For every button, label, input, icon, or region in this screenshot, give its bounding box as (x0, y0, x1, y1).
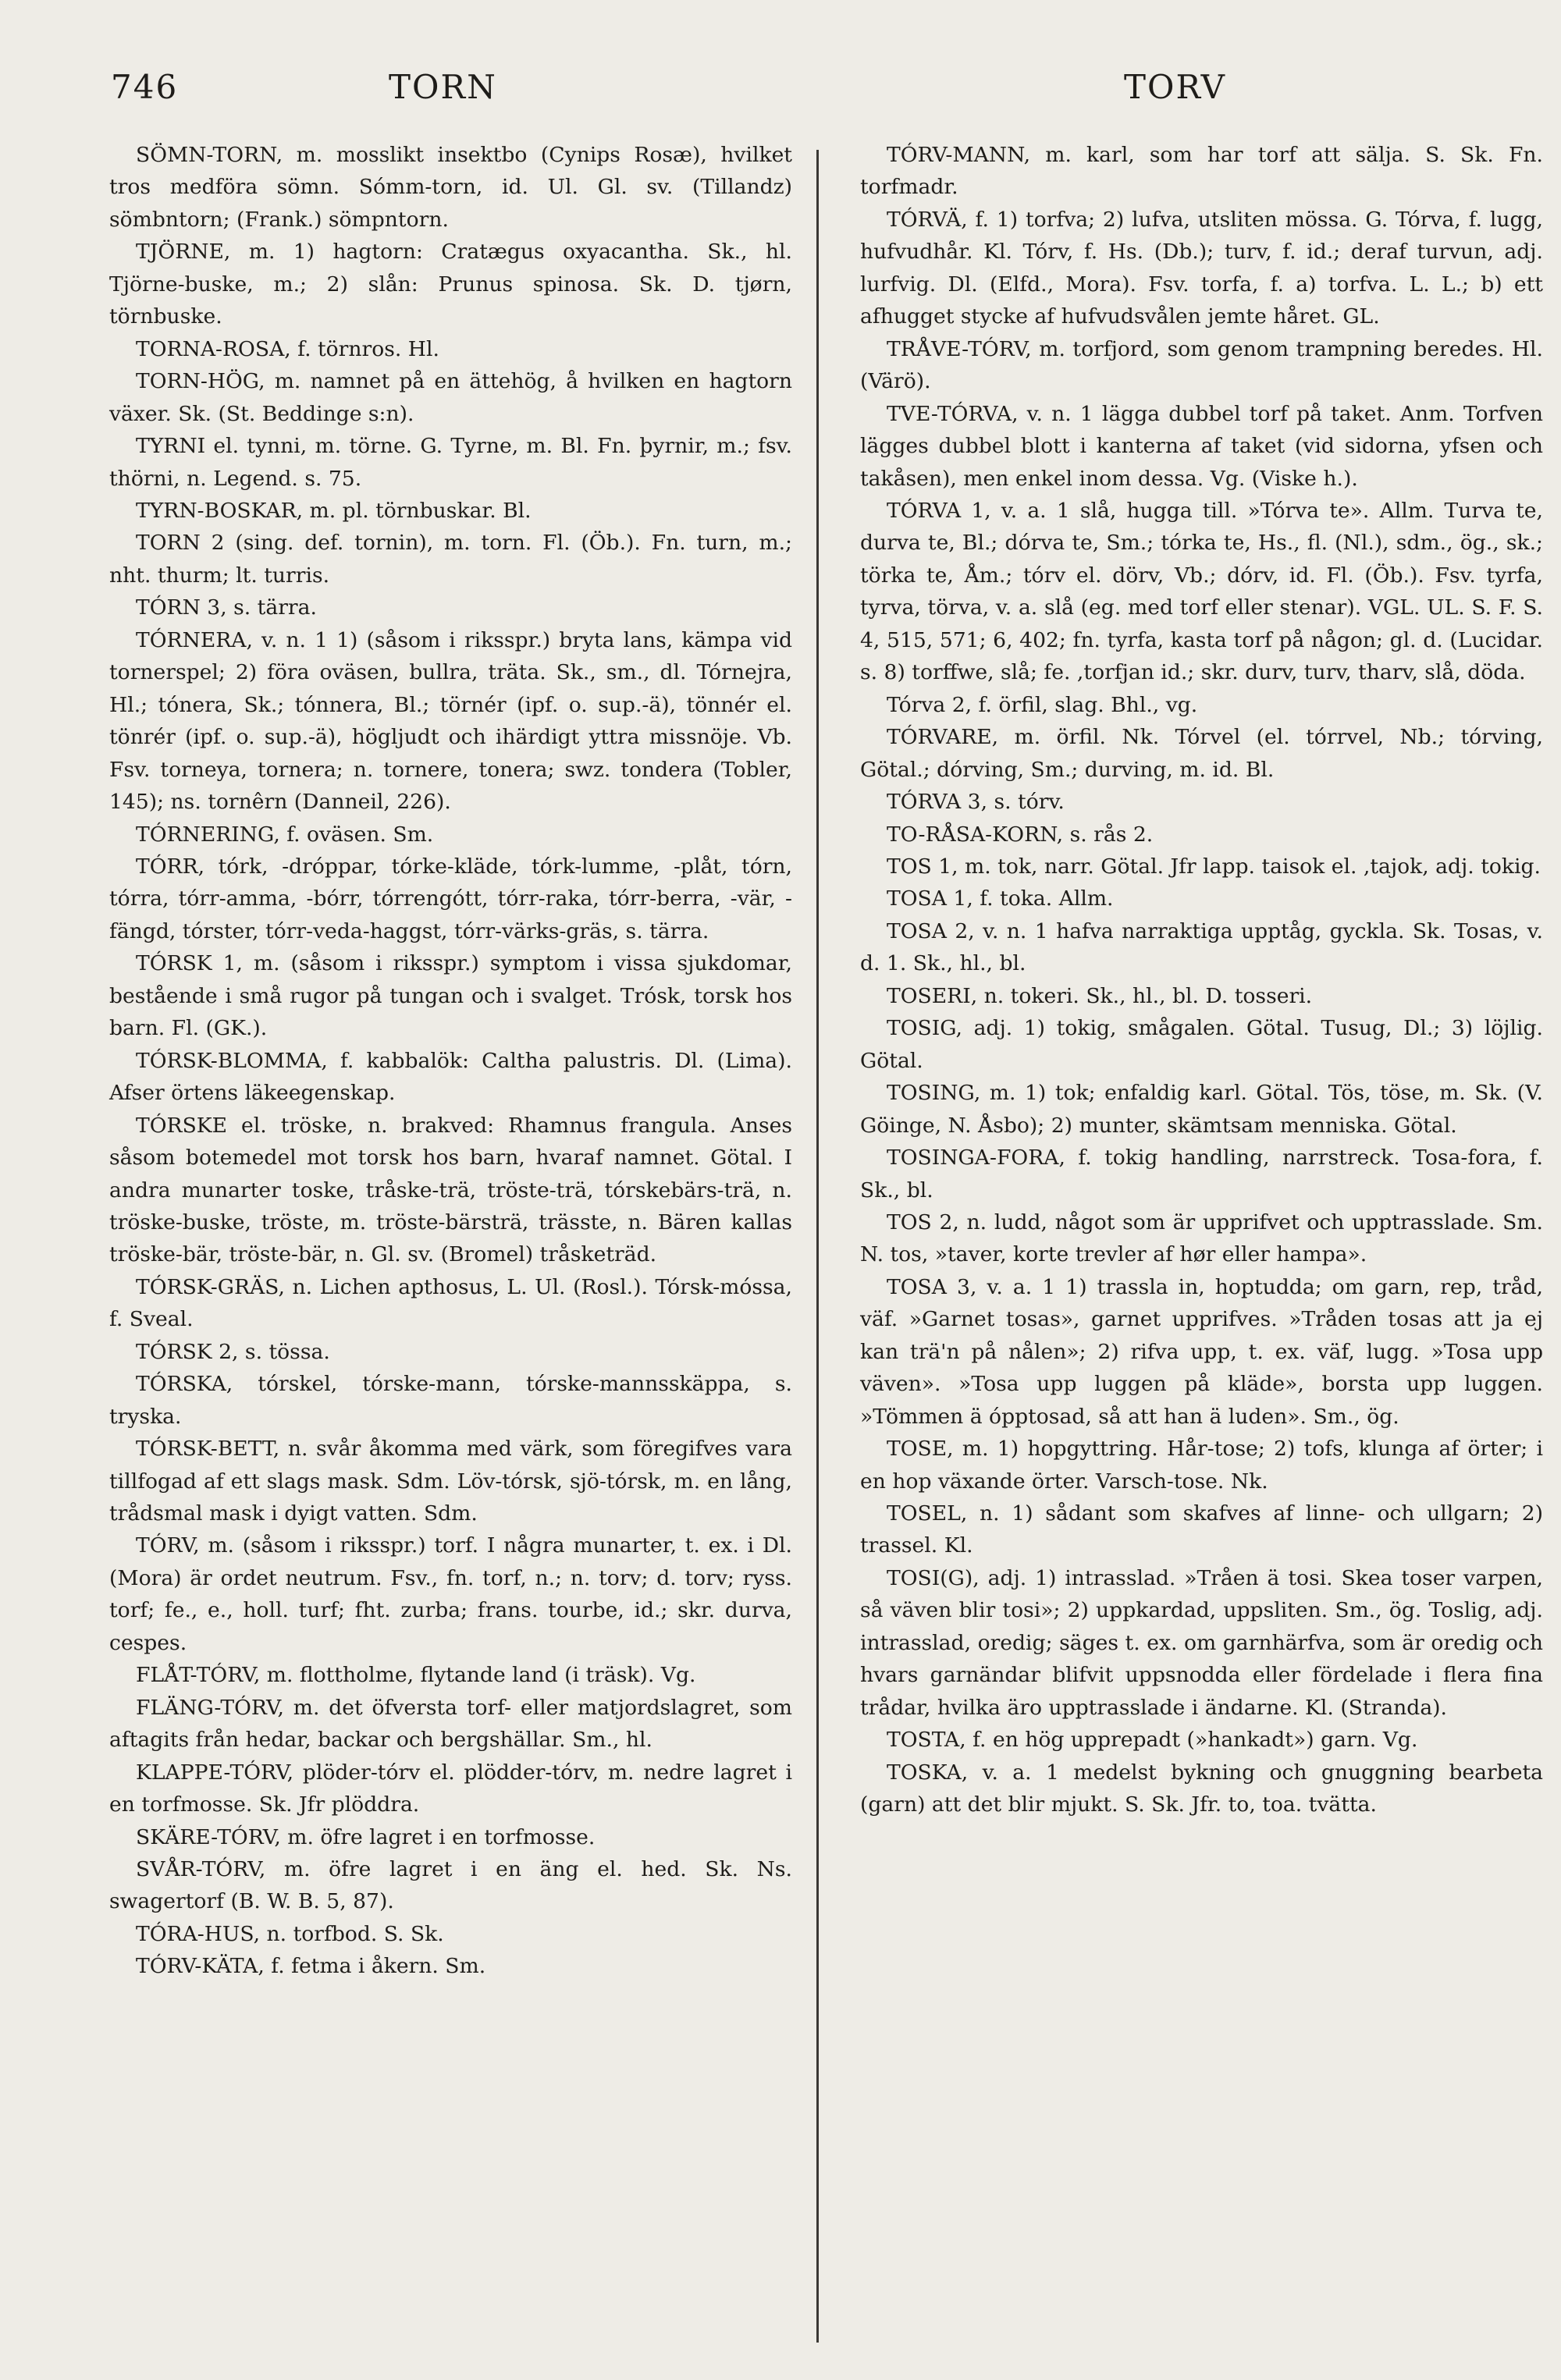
dictionary-entry: TÓRSK 2, s. tössa. (136, 1339, 330, 1364)
dictionary-entry: TOSTA, f. en hög upprepadt (»hankadt») garn. Vg. (887, 1728, 1418, 1753)
dictionary-entry: TOSA 2, v. n. 1 hafva narraktiga upptåg, gyckla. Sk. Tosas, v. d. 1. Sk., hl., bl. (860, 918, 1543, 976)
dictionary-entry: TRÅVE-TÓRV, m. torfjord, som genom trampning beredes. Hl. (Värö). (860, 336, 1543, 394)
dictionary-entry: SVÅR-TÓRV, m. öfre lagret i en äng el. hed. Sk. Ns. swagertorf (B. W. B. 5, 87). (109, 1857, 792, 1914)
dictionary-entry: KLAPPE-TÓRV, plöder-tórv el. plödder-tórv, m. nedre lagret i en torfmosse. Sk. Jfr plöddra. (109, 1760, 792, 1817)
dictionary-entry: TÓRN 3, s. tärra. (136, 595, 317, 620)
left-running-headword: TORN (389, 68, 497, 106)
page-header (0, 64, 1561, 111)
dictionary-entry: SKÄRE-TÓRV, m. öfre lagret i en torfmosse. (136, 1824, 596, 1849)
left-column (109, 139, 792, 1983)
dictionary-entry: SÖMN-TORN, m. mosslikt insektbo (Cynips Rosæ), hvilket tros medföra sömn. Sómm-torn, id. Ul. Gl. sv. (Tillandz) sömbntorn; (Frank.) sömpntorn. (109, 143, 792, 232)
dictionary-entry: TOSA 1, f. toka. Allm. (887, 886, 1114, 911)
dictionary-entry: TÓRNERA, v. n. 1 1) (såsom i riksspr.) bryta lans, kämpa vid tornerspel; 2) föra oväsen, bullra, träta. Sk., sm., dl. Tórnejra, Hl.; tónera, Sk.; tónnera, Bl.; törnér (ipf. o. sup.-ä), tönnér el. tönrér (ipf. o. sup.-ä), högljudt och ihärdigt yttra missnöje. Vb. Fsv. torneya, tornera; n. tornere, tonera; swz. tondera (Tobler, 145); ns. tornêrn (Danneil, 226). (109, 627, 792, 815)
dictionary-entry: TÓRR, tórk, -dróppar, tórke-kläde, tórk-lumme, -plåt, tórn, tórra, tórr-amma, -bórr, tórrengótt, tórr-raka, tórr-berra, -vär, -fängd, tórster, tórr-veda-haggst, tórr-värks-gräs, s. tärra. (109, 854, 792, 943)
dictionary-entry: TOSI(G), adj. 1) intrasslad. »Tråen ä tosi. Skea toser varpen, så väven blir tosi»; 2) uppkardad, uppsliten. Sm., ög. Toslig, adj. intrasslad, oredig; säges t. ex. om garnhärfva, som är oredig och hvars garnändar blifvit uppsnodda eller fördelade i flera fina trådar, hvilka äro upptrasslade i ändarne. Kl. (Stranda). (860, 1565, 1543, 1720)
dictionary-entry: TOSEL, n. 1) sådant som skafves af linne- och ullgarn; 2) trassel. Kl. (860, 1501, 1543, 1558)
dictionary-entry: TYRN-BOSKAR, m. pl. törnbuskar. Bl. (136, 498, 532, 523)
right-column (860, 139, 1543, 1821)
dictionary-entry: TJÖRNE, m. 1) hagtorn: Cratægus oxyacantha. Sk., hl. Tjörne-buske, m.; 2) slån: Prunus spinosa. Sk. D. tjørn, törnbuske. (109, 240, 792, 329)
dictionary-entry: TÓRSK-BETT, n. svår åkomma med värk, som föregifves vara tillfogad af ett slags mask. Sdm. Löv-tórsk, sjö-tórsk, m. en lång, trådsmal mask i dyigt vatten. Sdm. (109, 1437, 792, 1526)
dictionary-entry: TÓRNERING, f. oväsen. Sm. (136, 822, 434, 847)
dictionary-entry: TÓRV-MANN, m. karl, som har torf att sälja. S. Sk. Fn. torfmadr. (860, 143, 1543, 200)
dictionary-entry: TÓRVARE, m. örfil. Nk. Tórvel (el. tórrvel, Nb.; tórving, Götal.; dórving, Sm.; durving, m. id. Bl. (860, 725, 1543, 782)
dictionary-entry: TÓRSK-BLOMMA, f. kabbalök: Caltha palustris. Dl. (Lima). Afser örtens läkeegenskap. (109, 1048, 792, 1106)
dictionary-entry: TORNA-ROSA, f. törnros. Hl. (136, 336, 439, 361)
dictionary-entry: TOSINGA-FORA, f. tokig handling, narrstreck. Tosa-fora, f. Sk., bl. (860, 1146, 1543, 1202)
dictionary-entry: TÓRSKA, tórskel, tórske-mann, tórske-mannsskäppa, s. tryska. (109, 1372, 792, 1429)
dictionary-entry: TOSING, m. 1) tok; enfaldig karl. Götal. Tös, töse, m. Sk. (V. Göinge, N. Åsbo); 2) munter, skämtsam menniska. Götal. (860, 1081, 1543, 1138)
dictionary-entry: TOSE, m. 1) hopgyttring. Hår-tose; 2) tofs, klunga af örter; i en hop växande örter. Varsch-tose. Nk. (860, 1437, 1543, 1494)
dictionary-entry: TÓRSK 1, m. (såsom i riksspr.) symptom i vissa sjukdomar, bestående i små rugor på tungan och i svalget. Trósk, torsk hos barn. Fl. (GK.). (109, 951, 792, 1041)
dictionary-entry: TÓRSKE el. tröske, n. brakved: Rhamnus frangula. Anses såsom botemedel mot torsk hos barn, hvaraf namnet. Götal. I andra munarter toske, tråske-trä, tröste-trä, tórskebärs-trä, n. tröske-buske, tröste, m. tröste-bärsträ, trässte, n. Bären kallas tröske-bär, tröste-bär, n. Gl. sv. (Bromel) tråsketräd. (109, 1113, 792, 1267)
dictionary-entry: TORN-HÖG, m. namnet på en ättehög, å hvilken en hagtorn växer. Sk. (St. Beddinge s:n). (109, 369, 792, 426)
dictionary-entry: FLÄNG-TÓRV, m. det öfversta torf- eller matjordslagret, som aftagits från hedar, backar och bergshällar. Sm., hl. (109, 1695, 792, 1753)
dictionary-entry: TOS 2, n. ludd, något som är upprifvet och upptrasslade. Sm. N. tos, »taver, korte trevler af hør eller hampa». (860, 1210, 1543, 1267)
dictionary-entry: TÓRVÄ, f. 1) torfva; 2) lufva, utsliten mössa. G. Tórva, f. lugg, hufvudhår. Kl. Tórv, f. Hs. (Db.); turv, f. id.; deraf turvun, adj. lurfvig. Dl. (Elfd., Mora). Fsv. torfa, f. a) torfva. L. L.; b) ett afhugget stycke af hufvudsvålen jemte håret. GL. (860, 207, 1543, 329)
dictionary-entry: TÓRVA 1, v. a. 1 slå, hugga till. »Tórva te». Allm. Turva te, durva te, Bl.; dórva te, Sm.; tórka te, Hs., fl. (Nl.), sdm., ög., sk.; törka te, Åm.; tórv el. dörv, Vb.; dórv, id. Fl. (Öb.). Fsv. tyrfa, tyrva, törva, v. a. slå (eg. med torf eller stenar). VGL. UL. S. F. S. 4, 515, 571; 6, 402; fn. tyrfa, kasta torf på någon; gl. d. (Lucidar. s. 8) torffwe, slå; fe. ,torfjan id.; skr. durv, turv, tharv, slå, döda. (860, 498, 1543, 685)
dictionary-entry: TÓRVA 3, s. tórv. (887, 790, 1065, 815)
dictionary-entry: TÓRV, m. (såsom i riksspr.) torf. I några munarter, t. ex. i Dl. (Mora) är ordet neutrum. Fsv., fn. torf, n.; n. torv; d. torv; ryss. torf; fe., e., holl. turf; fht. zurba; frans. tourbe, id.; skr. durva, cespes. (109, 1533, 792, 1655)
right-running-headword: TORV (1124, 68, 1226, 106)
dictionary-entry: TVE-TÓRVA, v. n. 1 lägga dubbel torf på taket. Anm. Torfven lägges dubbel blott i kanterna af taket (vid sidorna, yfsen och takåsen), men enkel inom dessa. Vg. (Viske h.). (860, 401, 1543, 491)
dictionary-entry: Tórva 2, f. örfil, slag. Bhl., vg. (887, 692, 1198, 717)
page-number: 746 (111, 68, 179, 106)
dictionary-entry: TORN 2 (sing. def. tornin), m. torn. Fl. (Öb.). Fn. turn, m.; nht. thurm; lt. turris. (109, 531, 792, 588)
column-divider (816, 150, 819, 2343)
dictionary-entry: TOSKA, v. a. 1 medelst bykning och gnuggning bearbeta (garn) att det blir mjukt. S. Sk. Jfr. to, toa. tvätta. (860, 1760, 1543, 1817)
dictionary-entry: TOSERI, n. tokeri. Sk., hl., bl. D. tosseri. (887, 983, 1313, 1008)
dictionary-entry: TÓRV-KÄTA, f. fetma i åkern. Sm. (136, 1954, 486, 1979)
dictionary-entry: TÓRA-HUS, n. torfbod. S. Sk. (136, 1921, 444, 1946)
dictionary-entry: TO-RÅSA-KORN, s. rås 2. (887, 822, 1154, 847)
dictionary-entry: TYRNI el. tynni, m. törne. G. Tyrne, m. Bl. Fn. þyrnir, m.; fsv. thörni, n. Legend. s. 75. (109, 434, 792, 491)
dictionary-entry: TÓRSK-GRÄS, n. Lichen apthosus, L. Ul. (Rosl.). Tórsk-móssa, f. Sveal. (109, 1274, 792, 1332)
dictionary-entry: TOS 1, m. tok, narr. Götal. Jfr lapp. taisok el. ,tajok, adj. tokig. (887, 854, 1541, 879)
dictionary-entry: TOSIG, adj. 1) tokig, smågalen. Götal. Tusug, Dl.; 3) löjlig. Götal. (860, 1016, 1543, 1073)
dictionary-entry: FLÅT-TÓRV, m. flottholme, flytande land (i träsk). Vg. (136, 1663, 696, 1688)
dictionary-entry: TOSA 3, v. a. 1 1) trassla in, hoptudda; om garn, rep, tråd, väf. »Garnet tosas», garnet upprifves. »Tråden tosas att ja ej kan trä'n på nålen»; 2) rifva upp, t. ex. väf, lugg. »Tosa upp väven». »Tosa upp luggen på kläde», borsta upp luggen. »Tömmen ä ópptosad, så att han ä luden». Sm., ög. (860, 1274, 1543, 1429)
